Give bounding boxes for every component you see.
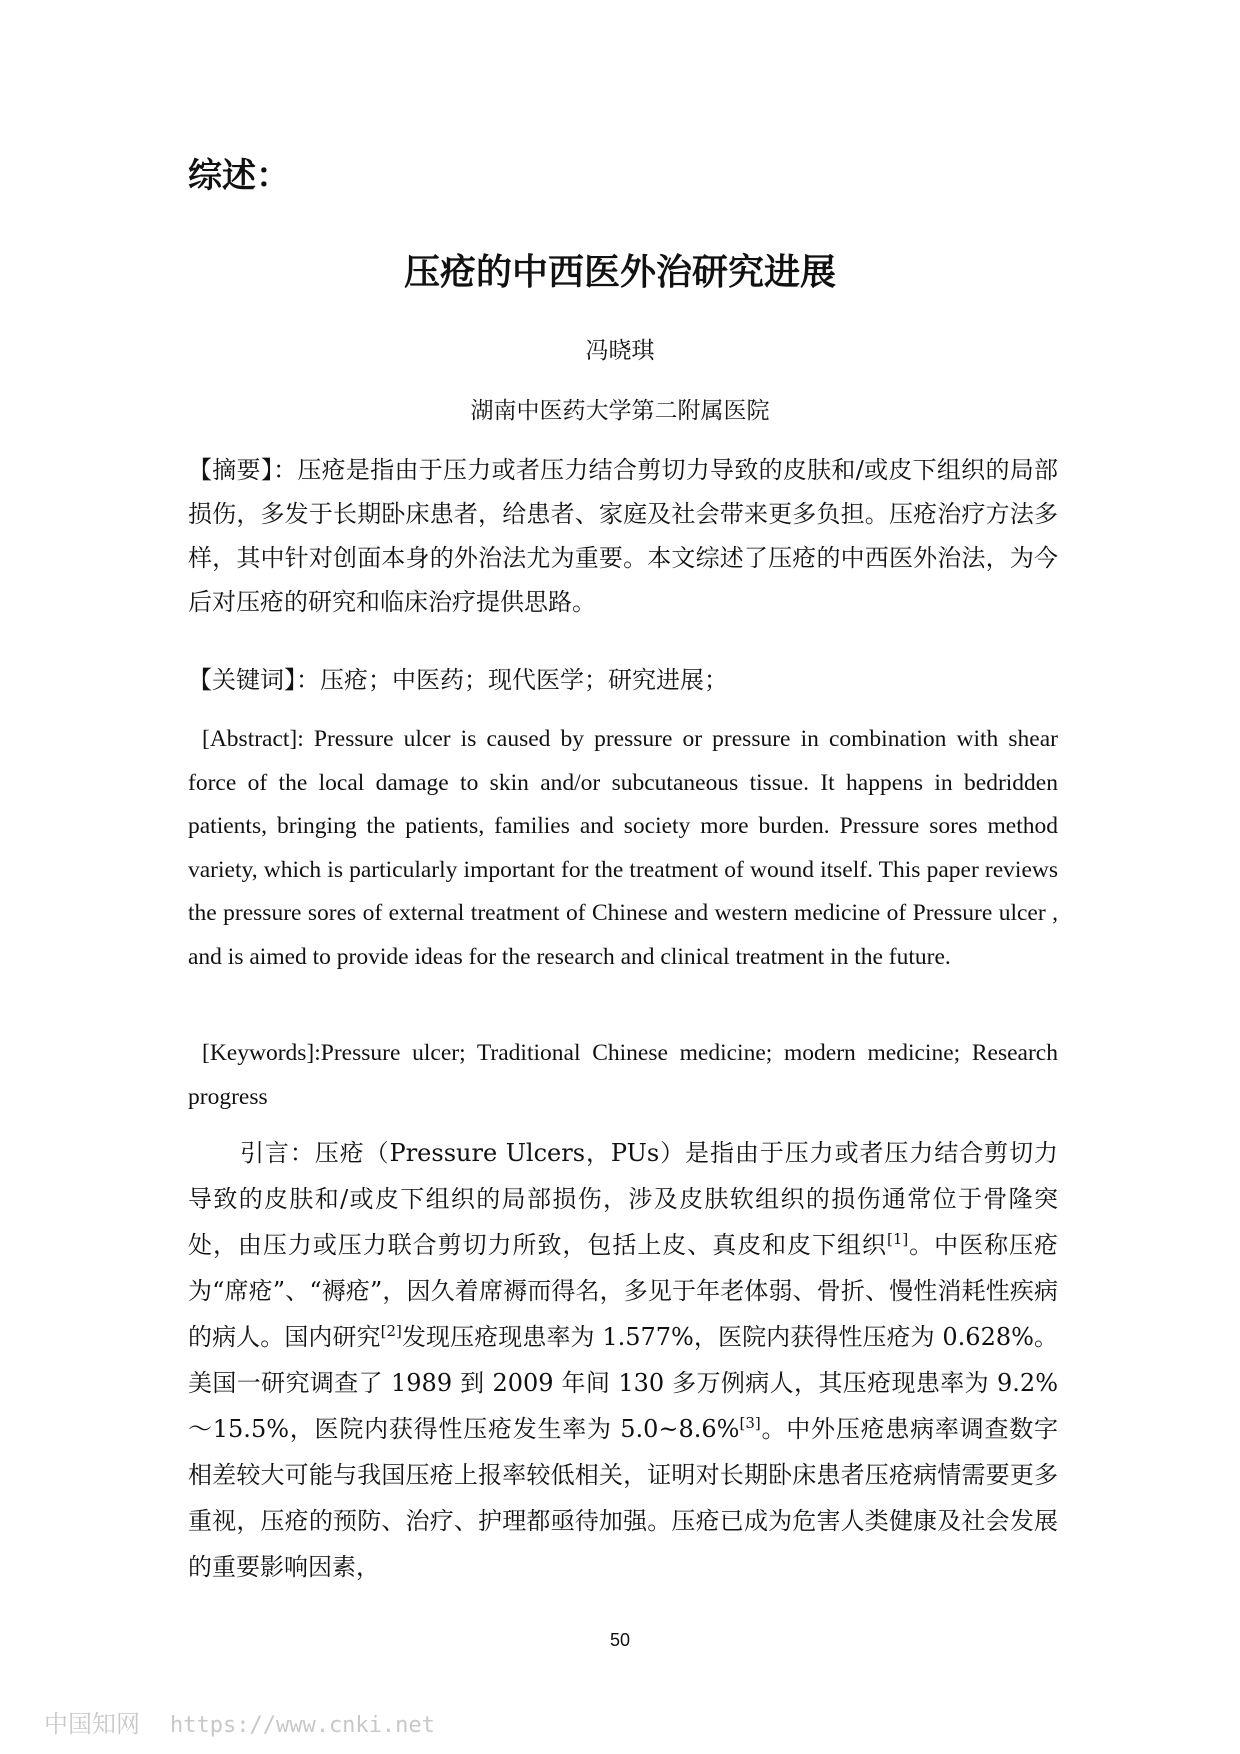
intro-text-4: 。中外压疮患病率调查数字相差较大可能与我国压疮上报率较低相关，证明对长期卧床患者压疮病情需要更多重视，压疮的预防、治疗、护理都亟待加强。压疮已成为危害人类健康及社会发展的重要影响因素， xyxy=(188,1415,1059,1581)
abstract-chinese xyxy=(188,448,1058,624)
cnki-watermark xyxy=(44,1704,435,1739)
abstract-label: 【摘要】 xyxy=(188,456,274,484)
intro-text-3: 发现压疮现患率为 1.577%，医院内获得性压疮为 0.628%。美国一研究调查了 1989 到 2009 年间 130 多万例病人，其压疮现患率为 9.2%～15.5%，医院内获得性压疮发生率为 5.0~8.6% xyxy=(188,1323,1059,1443)
section-label: 综述： xyxy=(188,156,290,196)
introduction-paragraph xyxy=(188,1130,1058,1590)
watermark-url: https://www.cnki.net xyxy=(170,1713,435,1738)
keywords-text: ：压疮；中医药；现代医学；研究进展； xyxy=(296,666,728,694)
keywords-chinese xyxy=(188,658,1058,702)
intro-text-1: 引言：压疮（Pressure Ulcers，PUs）是指由于压力或者压力结合剪切力导致的皮肤和/或皮下组织的局部损伤，涉及皮肤软组织的损伤通常位于骨隆突处，由压力或压力联合剪切力所致，包括上皮、真皮和皮下组织 xyxy=(188,1139,1058,1259)
citation-ref-1: [1] xyxy=(886,1230,909,1248)
author-affiliation: 湖南中医药大学第二附属医院 xyxy=(470,398,770,424)
page-number: 50 xyxy=(609,1630,631,1650)
keywords-label: 【关键词】 xyxy=(188,666,296,694)
paper-title: 压疮的中西医外治研究进展 xyxy=(403,252,836,293)
keywords-english: [Keywords]:Pressure ulcer; Traditional Chinese medicine; modern medicine; Research progress xyxy=(188,1040,1058,1110)
abstract-english: [Abstract]: Pressure ulcer is caused by pressure or pressure in combination with shear force of the local damage to skin and/or subcutaneous tissue. It happens in bedridden patients, bringing the patients, families and society more burden. Pressure sores method variety, which is particularly important for the treatment of wound itself. This paper reviews the pressure sores of external treatment of Chinese and western medicine of Pressure ulcer , and is aimed to provide ideas for the research and clinical treatment in the future. xyxy=(188,726,1058,970)
abstract-text: ：压疮是指由于压力或者压力结合剪切力导致的皮肤和/或皮下组织的局部损伤，多发于长期卧床患者，给患者、家庭及社会带来更多负担。压疮治疗方法多样，其中针对创面本身的外治法尤为重要。本文综述了压疮的中西医外治法，为今后对压疮的研究和临床治疗提供思路。 xyxy=(188,456,1058,616)
watermark-name: 中国知网 xyxy=(44,1710,140,1738)
author-name: 冯晓琪 xyxy=(585,338,655,364)
citation-ref-3: [3] xyxy=(739,1414,761,1432)
citation-ref-2: [2] xyxy=(380,1322,402,1340)
intro-text-2: 。中医称压疮为“席疮”、“褥疮”，因久着席褥而得名，多见于年老体弱、骨折、慢性消耗性疾病的病人。国内研究 xyxy=(188,1231,1058,1351)
